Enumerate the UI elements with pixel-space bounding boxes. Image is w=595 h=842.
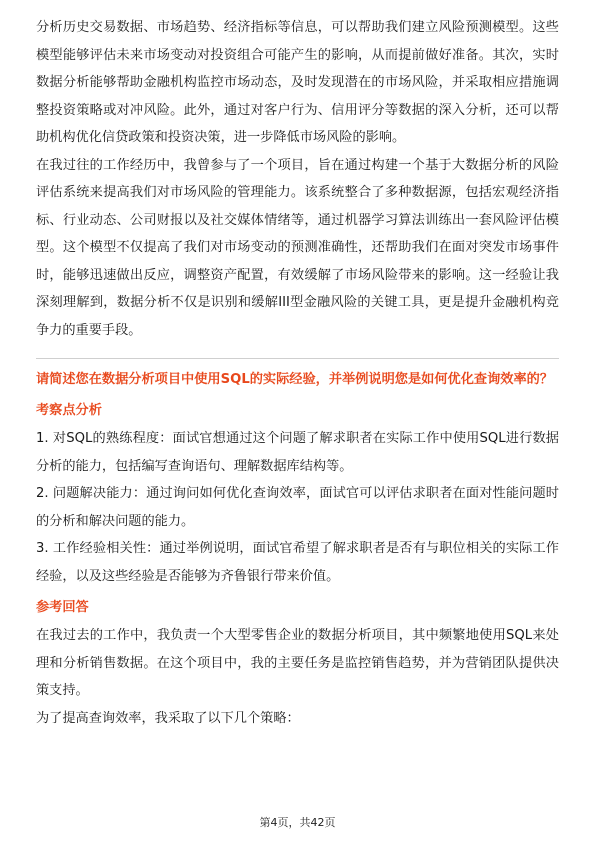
analysis-item: 1. 对SQL的熟练程度：面试官想通过这个问题了解求职者在实际工作中使用SQL进行数据分析的能力，包括编写查询语句、理解数据库结构等。 [36, 431, 559, 474]
intro-paragraph: 在我过往的工作经历中，我曾参与了一个项目，旨在通过构建一个基于大数据分析的风险评估系统来提高我们对市场风险的管理能力。该系统整合了多种数据源，包括宏观经济指标、行业动态、公司财报以及社交媒体情绪等，通过机器学习算法训练出一套风险评估模型。这个模型不仅提高了我们对市场变动的预测准确性，还帮助我们在面对突发市场事件时，能够迅速做出反应，调整资产配置，有效缓解了市场风险带来的影响。这一经验让我深刻理解到，数据分析不仅是识别和缓解III型金融风险的关键工具，更是提升金融机构竞争力的重要手段。 [36, 157, 559, 338]
analysis-item: 2. 问题解决能力：通过询问如何优化查询效率，面试官可以评估求职者在面对性能问题时的分析和解决问题的能力。 [36, 486, 559, 529]
answer-title: 参考回答 [36, 600, 89, 615]
intro-paragraph: 分析历史交易数据、市场趋势、经济指标等信息，可以帮助我们建立风险预测模型。这些模型能够评估未来市场变动对投资组合可能产生的影响，从而提前做好准备。其次，实时数据分析能够帮助金融机构监控市场动态，及时发现潜在的市场风险，并采取相应措施调整投资策略或对冲风险。此外，通过对客户行为、信用评分等数据的深入分析，还可以帮助机构优化信贷政策和投资决策，进一步降低市场风险的影响。 [36, 20, 559, 145]
analysis-item: 3. 工作经验相关性：通过举例说明，面试官希望了解求职者是否有与职位相关的实际工作经验，以及这些经验是否能够为齐鲁银行带来价值。 [36, 541, 559, 584]
analysis-title: 考察点分析 [36, 403, 102, 418]
section-divider [36, 358, 559, 359]
answer-paragraph: 在我过去的工作中，我负责一个大型零售企业的数据分析项目，其中频繁地使用SQL来处理和分析销售数据。在这个项目中，我的主要任务是监控销售趋势，并为营销团队提供决策支持。 [36, 628, 559, 698]
question-heading: 请简述您在数据分析项目中使用SQL的实际经验，并举例说明您是如何优化查询效率的？ [36, 372, 554, 387]
page-number: 第4页，共42页 [259, 816, 336, 829]
page-content [36, 14, 559, 732]
answer-paragraph: 为了提高查询效率，我采取了以下几个策略： [36, 710, 300, 726]
